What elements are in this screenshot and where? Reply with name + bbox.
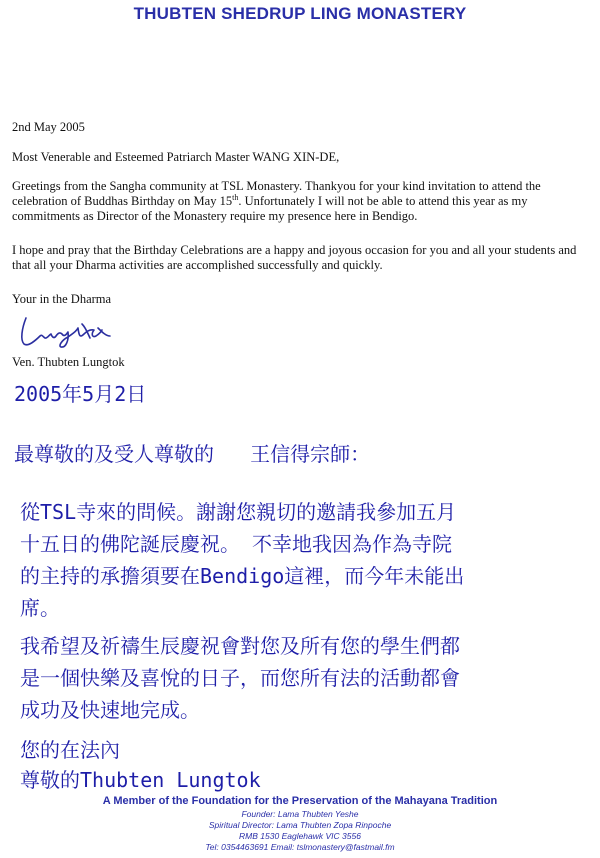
paragraph-1-text-b: . Unfortunately I will not be able to attend this year as my commitments as Director of the Monastery require my presence here in Bendigo. xyxy=(12,194,528,223)
paragraph-1-superscript: th xyxy=(232,192,239,202)
footer-founder: Founder: Lama Thubten Yeshe xyxy=(241,809,359,819)
letter-date: 2nd May 2005 xyxy=(12,120,85,134)
chinese-paragraph-2-line: 成功及快速地完成。 xyxy=(20,698,200,722)
handwritten-signature xyxy=(16,310,116,352)
chinese-paragraph-2-line: 我希望及祈禱生辰慶祝會對您及所有您的學生們都 xyxy=(20,634,460,658)
footer-address: RMB 1530 Eaglehawk VIC 3556 xyxy=(239,831,361,841)
chinese-paragraph-1-line: 十五日的佛陀誕辰慶祝。 不幸地我因為作為寺院 xyxy=(20,532,453,556)
chinese-signer: 尊敬的Thubten Lungtok xyxy=(20,768,261,792)
letter-paragraph-1 xyxy=(12,179,592,224)
chinese-paragraph-1 xyxy=(20,496,590,624)
chinese-paragraph-2 xyxy=(20,630,590,726)
footer-membership: A Member of the Foundation for the Preservation of the Mahayana Tradition xyxy=(102,795,498,807)
chinese-paragraph-1-line: 席。 xyxy=(20,596,60,620)
paragraph-1-text-a: Greetings from the Sangha community at TSL Monastery. Thankyou for your kind invitation to attend the celebration of Buddhas Birthday on May 15 xyxy=(12,179,541,208)
chinese-salutation: 最尊敬的及受人尊敬的 王信得宗師： xyxy=(14,442,371,466)
chinese-paragraph-2-line: 是一個快樂及喜悅的日子，而您所有法的活動都會 xyxy=(20,666,460,690)
letter-closing: Your in the Dharma xyxy=(12,292,112,306)
letterhead-title: THUBTEN SHEDRUP LING MONASTERY xyxy=(133,4,467,23)
letter-paragraph-2: I hope and pray that the Birthday Celebrations are a happy and joyous occasion for you and all your students and that all your Dharma activities are accomplished successfully and quickly. xyxy=(12,243,577,272)
footer-director: Spiritual Director: Lama Thubten Zopa Rinpoche xyxy=(208,820,392,830)
chinese-closing: 您的在法內 xyxy=(20,738,120,762)
letter-salutation: Most Venerable and Esteemed Patriarch Master WANG XIN-DE, xyxy=(12,150,340,164)
chinese-paragraph-1-line: 的主持的承擔須要在Bendigo這裡，而今年未能出 xyxy=(20,564,465,588)
footer-contact: Tel: 0354463691 Email: tslmonastery@fastmail.fm xyxy=(205,842,395,852)
chinese-paragraph-1-line: 從TSL寺來的問候。謝謝您親切的邀請我參加五月 xyxy=(20,500,457,524)
letter-signer: Ven. Thubten Lungtok xyxy=(12,355,125,369)
chinese-date: 2005年5月2日 xyxy=(14,382,147,406)
